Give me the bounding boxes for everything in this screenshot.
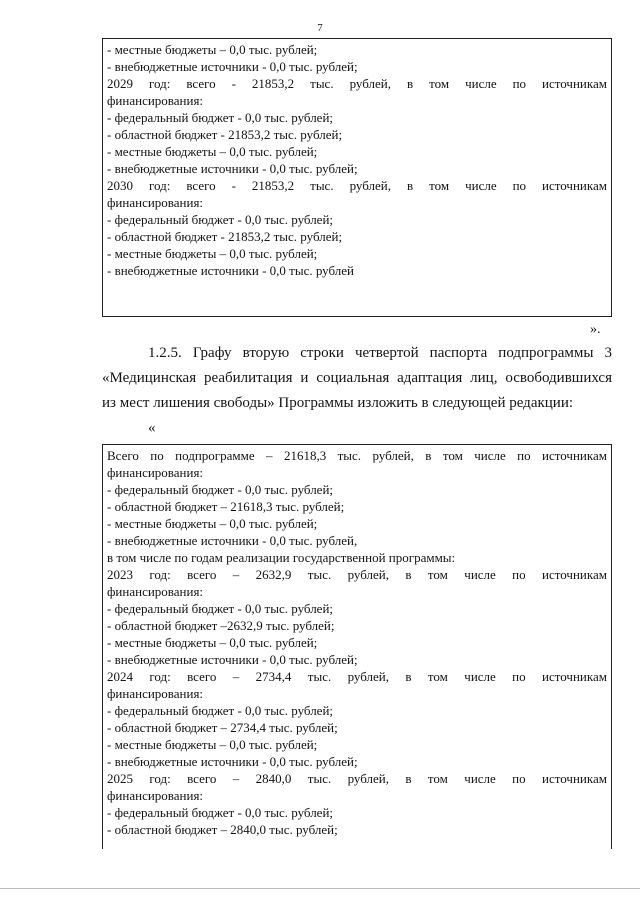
box-line: - внебюджетные источники - 0,0 тыс. рублей — [107, 263, 354, 278]
box-line: - местные бюджеты – 0,0 тыс. рублей; — [107, 246, 318, 261]
box-line: - федеральный бюджет - 0,0 тыс. рублей; — [107, 805, 334, 820]
box-line: - федеральный бюджет - 0,0 тыс. рублей; — [107, 482, 334, 497]
financing-box-new-edition — [102, 444, 612, 849]
box-line: финансирования: — [107, 788, 204, 803]
box-line: - внебюджетные источники - 0,0 тыс. рублей; — [107, 59, 358, 74]
box-line: - федеральный бюджет - 0,0 тыс. рублей; — [107, 703, 334, 718]
financing-box-continuation — [102, 38, 612, 317]
box-line: финансирования: — [107, 465, 204, 480]
box-line: финансирования: — [107, 686, 204, 701]
box-line: - внебюджетные источники - 0,0 тыс. рублей; — [107, 754, 358, 769]
box-line: 2025 год: всего – 2840,0 тыс. рублей, в том числе по источникам — [107, 771, 607, 786]
box-line: - федеральный бюджет - 0,0 тыс. рублей; — [107, 601, 334, 616]
box-line: Всего по подпрограмме – 21618,3 тыс. рублей, в том числе по источникам — [107, 448, 607, 463]
box-line: - областной бюджет - 21853,2 тыс. рублей; — [107, 229, 343, 244]
box-line: 2023 год: всего – 2632,9 тыс. рублей, в том числе по источникам — [107, 567, 607, 582]
box-line: - внебюджетные источники - 0,0 тыс. рублей; — [107, 161, 358, 176]
box-line: 2024 год: всего – 2734,4 тыс. рублей, в том числе по источникам — [107, 669, 607, 684]
box-line: - внебюджетные источники - 0,0 тыс. рублей; — [107, 652, 358, 667]
paragraph-line: из мест лишения свободы» Программы изложить в следующей редакции: — [102, 395, 574, 411]
box-line: - местные бюджеты – 0,0 тыс. рублей; — [107, 516, 318, 531]
box-line: - местные бюджеты – 0,0 тыс. рублей; — [107, 635, 318, 650]
box-line: - областной бюджет – 2840,0 тыс. рублей; — [107, 822, 338, 837]
box-line: - областной бюджет - 21853,2 тыс. рублей; — [107, 127, 343, 142]
paragraph-line: «Медицинская реабилитация и социальная адаптация лиц, освободившихся — [102, 370, 612, 386]
box-line: в том числе по годам реализации государственной программы: — [107, 550, 456, 565]
page-number: 7 — [317, 22, 323, 34]
box-line: финансирования: — [107, 584, 204, 599]
box-line: финансирования: — [107, 93, 204, 108]
box-line: 2029 год: всего - 21853,2 тыс. рублей, в том числе по источникам — [107, 76, 607, 91]
amendment-paragraph — [102, 341, 612, 416]
box-line: - местные бюджеты – 0,0 тыс. рублей; — [107, 144, 318, 159]
box-line: 2030 год: всего - 21853,2 тыс. рублей, в том числе по источникам — [107, 178, 607, 193]
box-line: - местные бюджеты – 0,0 тыс. рублей; — [107, 42, 318, 57]
box-line: - федеральный бюджет - 0,0 тыс. рублей; — [107, 110, 334, 125]
box-line: - внебюджетные источники - 0,0 тыс. рублей, — [107, 533, 358, 548]
paragraph-line: 1.2.5. Графу вторую строки четвертой паспорта подпрограммы 3 — [148, 345, 612, 361]
box-line: - федеральный бюджет - 0,0 тыс. рублей; — [107, 212, 334, 227]
opening-quote-mark: « — [148, 420, 156, 436]
page-bottom-rule — [0, 888, 640, 889]
box-line: - местные бюджеты – 0,0 тыс. рублей; — [107, 737, 318, 752]
box-line: - областной бюджет –2632,9 тыс. рублей; — [107, 618, 335, 633]
closing-quote-mark: ». — [590, 322, 601, 337]
box-line: финансирования: — [107, 195, 204, 210]
box-line: - областной бюджет – 21618,3 тыс. рублей; — [107, 499, 345, 514]
box-line: - областной бюджет – 2734,4 тыс. рублей; — [107, 720, 338, 735]
